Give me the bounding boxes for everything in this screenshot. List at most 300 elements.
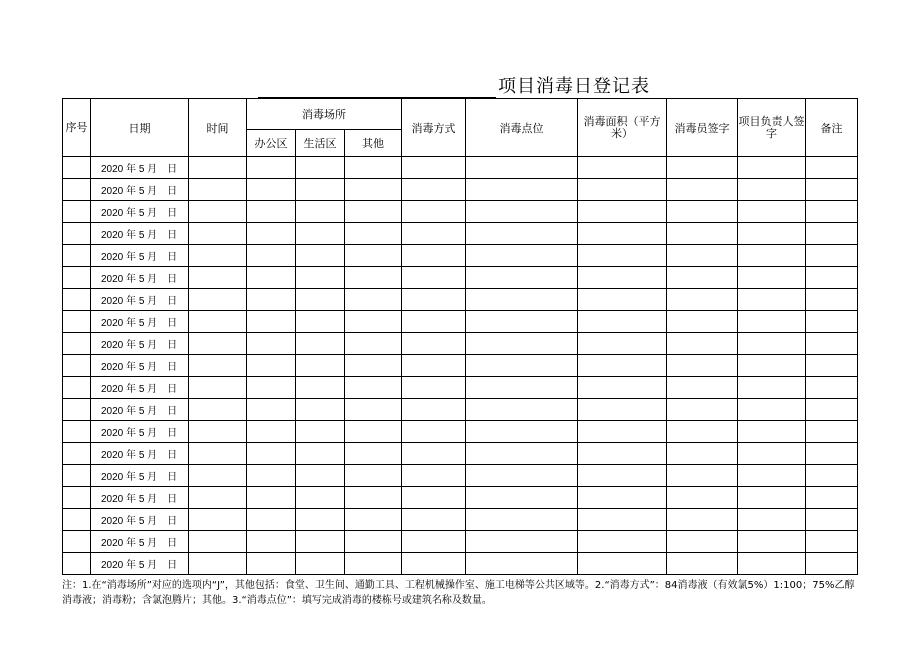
point-cell[interactable] <box>466 399 578 421</box>
method-cell[interactable] <box>402 443 466 465</box>
other-cell[interactable] <box>345 377 402 399</box>
living-cell[interactable] <box>296 443 345 465</box>
date-year: 2020 <box>101 450 124 461</box>
manager-sign-cell[interactable] <box>738 399 806 421</box>
living-cell[interactable] <box>296 421 345 443</box>
office-cell[interactable] <box>247 531 296 553</box>
disinfector-sign-cell[interactable] <box>667 553 738 575</box>
date-day-unit: 日 <box>167 560 178 571</box>
date-year: 2020 <box>101 472 124 483</box>
date-year: 2020 <box>101 406 124 417</box>
seq-cell[interactable] <box>63 157 91 179</box>
time-cell[interactable] <box>189 355 247 377</box>
manager-sign-cell[interactable] <box>738 157 806 179</box>
remark-cell[interactable] <box>806 201 858 223</box>
method-cell[interactable] <box>402 157 466 179</box>
date-day-unit: 日 <box>167 538 178 549</box>
table-row <box>63 267 858 289</box>
seq-cell[interactable] <box>63 465 91 487</box>
date-month-unit: 月 <box>147 318 158 329</box>
disinfector-sign-cell[interactable] <box>667 267 738 289</box>
area-cell[interactable] <box>578 377 667 399</box>
disinfector-sign-cell[interactable] <box>667 487 738 509</box>
office-cell[interactable] <box>247 245 296 267</box>
date-year: 2020 <box>101 208 124 219</box>
point-cell[interactable] <box>466 223 578 245</box>
area-cell[interactable] <box>578 465 667 487</box>
disinfector-sign-cell[interactable] <box>667 179 738 201</box>
area-cell[interactable] <box>578 355 667 377</box>
table-row <box>63 531 858 553</box>
area-cell[interactable] <box>578 311 667 333</box>
area-cell[interactable] <box>578 421 667 443</box>
area-cell[interactable] <box>578 267 667 289</box>
office-cell[interactable] <box>247 509 296 531</box>
date-day-unit: 日 <box>167 428 178 439</box>
time-cell[interactable] <box>189 333 247 355</box>
disinfector-sign-cell[interactable] <box>667 289 738 311</box>
living-cell[interactable] <box>296 289 345 311</box>
point-cell[interactable] <box>466 267 578 289</box>
living-cell[interactable] <box>296 311 345 333</box>
area-cell[interactable] <box>578 333 667 355</box>
remark-cell[interactable] <box>806 245 858 267</box>
seq-cell[interactable] <box>63 223 91 245</box>
living-cell[interactable] <box>296 531 345 553</box>
date-cell[interactable] <box>91 311 189 333</box>
date-month-unit: 月 <box>147 450 158 461</box>
area-cell[interactable] <box>578 157 667 179</box>
table-row <box>63 553 858 575</box>
point-cell[interactable] <box>466 377 578 399</box>
date-day-unit: 日 <box>167 450 178 461</box>
disinfector-sign-cell[interactable] <box>667 223 738 245</box>
time-cell[interactable] <box>189 377 247 399</box>
time-cell[interactable] <box>189 553 247 575</box>
point-cell[interactable] <box>466 553 578 575</box>
manager-sign-cell[interactable] <box>738 289 806 311</box>
other-cell[interactable] <box>345 465 402 487</box>
disinfector-sign-cell[interactable] <box>667 421 738 443</box>
disinfector-sign-cell[interactable] <box>667 443 738 465</box>
date-month: 5 <box>138 318 145 329</box>
point-cell[interactable] <box>466 443 578 465</box>
date-year: 2020 <box>101 318 124 329</box>
point-cell[interactable] <box>466 201 578 223</box>
seq-cell[interactable] <box>63 443 91 465</box>
method-cell[interactable] <box>402 245 466 267</box>
other-cell[interactable] <box>345 355 402 377</box>
date-month-unit: 月 <box>147 340 158 351</box>
date-month-unit: 月 <box>147 208 158 219</box>
seq-cell[interactable] <box>63 553 91 575</box>
project-name-blank[interactable] <box>258 75 496 98</box>
seq-cell[interactable] <box>63 399 91 421</box>
other-cell[interactable] <box>345 289 402 311</box>
method-cell[interactable] <box>402 465 466 487</box>
method-cell[interactable] <box>402 553 466 575</box>
office-cell[interactable] <box>247 487 296 509</box>
other-cell[interactable] <box>345 443 402 465</box>
remark-cell[interactable] <box>806 179 858 201</box>
other-cell[interactable] <box>345 487 402 509</box>
method-cell[interactable] <box>402 201 466 223</box>
table-row <box>63 509 858 531</box>
other-cell[interactable] <box>345 223 402 245</box>
remark-cell[interactable] <box>806 531 858 553</box>
manager-sign-cell[interactable] <box>738 421 806 443</box>
other-cell[interactable] <box>345 201 402 223</box>
remark-cell[interactable] <box>806 289 858 311</box>
time-cell[interactable] <box>189 399 247 421</box>
manager-sign-cell[interactable] <box>738 553 806 575</box>
manager-sign-cell[interactable] <box>738 531 806 553</box>
point-cell[interactable] <box>466 179 578 201</box>
remark-cell[interactable] <box>806 421 858 443</box>
seq-cell[interactable] <box>63 421 91 443</box>
remark-cell[interactable] <box>806 487 858 509</box>
living-cell[interactable] <box>296 201 345 223</box>
time-cell[interactable] <box>189 487 247 509</box>
area-cell[interactable] <box>578 223 667 245</box>
date-cell[interactable] <box>91 553 189 575</box>
manager-sign-cell[interactable] <box>738 333 806 355</box>
manager-sign-cell[interactable] <box>738 509 806 531</box>
area-cell[interactable] <box>578 509 667 531</box>
seq-cell[interactable] <box>63 531 91 553</box>
date-cell[interactable] <box>91 531 189 553</box>
other-cell[interactable] <box>345 267 402 289</box>
office-cell[interactable] <box>247 201 296 223</box>
other-cell[interactable] <box>345 399 402 421</box>
point-cell[interactable] <box>466 157 578 179</box>
remark-cell[interactable] <box>806 267 858 289</box>
remark-cell[interactable] <box>806 355 858 377</box>
disinfector-sign-cell[interactable] <box>667 531 738 553</box>
point-cell[interactable] <box>466 355 578 377</box>
date-year-unit: 年 <box>126 318 137 329</box>
date-year: 2020 <box>101 252 124 263</box>
method-cell[interactable] <box>402 333 466 355</box>
remark-cell[interactable] <box>806 311 858 333</box>
table-row <box>63 179 858 201</box>
date-month: 5 <box>138 274 145 285</box>
time-cell[interactable] <box>189 509 247 531</box>
date-month: 5 <box>138 406 145 417</box>
seq-cell[interactable] <box>63 245 91 267</box>
time-cell[interactable] <box>189 289 247 311</box>
table-row <box>63 377 858 399</box>
manager-sign-cell[interactable] <box>738 465 806 487</box>
point-cell[interactable] <box>466 465 578 487</box>
date-cell[interactable] <box>91 487 189 509</box>
date-month: 5 <box>138 362 145 373</box>
date-month: 5 <box>138 186 145 197</box>
area-cell[interactable] <box>578 443 667 465</box>
time-cell[interactable] <box>189 311 247 333</box>
manager-sign-cell[interactable] <box>738 487 806 509</box>
date-year: 2020 <box>101 384 124 395</box>
seq-cell[interactable] <box>63 487 91 509</box>
other-cell[interactable] <box>345 179 402 201</box>
living-cell[interactable] <box>296 333 345 355</box>
date-year: 2020 <box>101 274 124 285</box>
living-cell[interactable] <box>296 465 345 487</box>
method-cell[interactable] <box>402 509 466 531</box>
remark-cell[interactable] <box>806 223 858 245</box>
living-cell[interactable] <box>296 179 345 201</box>
area-cell[interactable] <box>578 487 667 509</box>
office-cell[interactable] <box>247 267 296 289</box>
date-month: 5 <box>138 164 145 175</box>
disinfector-sign-cell[interactable] <box>667 465 738 487</box>
header-method: 消毒方式 <box>402 99 466 157</box>
table-row <box>63 443 858 465</box>
date-month-unit: 月 <box>147 230 158 241</box>
point-cell[interactable] <box>466 421 578 443</box>
manager-sign-cell[interactable] <box>738 311 806 333</box>
header-other: 其他 <box>345 130 402 157</box>
living-cell[interactable] <box>296 377 345 399</box>
disinfector-sign-cell[interactable] <box>667 157 738 179</box>
time-cell[interactable] <box>189 245 247 267</box>
date-year-unit: 年 <box>126 538 137 549</box>
office-cell[interactable] <box>247 443 296 465</box>
date-cell[interactable] <box>91 157 189 179</box>
manager-sign-cell[interactable] <box>738 201 806 223</box>
disinfector-sign-cell[interactable] <box>667 311 738 333</box>
point-cell[interactable] <box>466 509 578 531</box>
seq-cell[interactable] <box>63 179 91 201</box>
method-cell[interactable] <box>402 223 466 245</box>
office-cell[interactable] <box>247 465 296 487</box>
seq-cell[interactable] <box>63 289 91 311</box>
remark-cell[interactable] <box>806 509 858 531</box>
header-manager-sign: 项目负责人签字 <box>738 99 806 157</box>
date-month: 5 <box>138 296 145 307</box>
point-cell[interactable] <box>466 245 578 267</box>
living-cell[interactable] <box>296 399 345 421</box>
date-year-unit: 年 <box>126 296 137 307</box>
area-cell[interactable] <box>578 531 667 553</box>
seq-cell[interactable] <box>63 201 91 223</box>
seq-cell[interactable] <box>63 311 91 333</box>
seq-cell[interactable] <box>63 355 91 377</box>
other-cell[interactable] <box>345 553 402 575</box>
date-year-unit: 年 <box>126 186 137 197</box>
date-year-unit: 年 <box>126 230 137 241</box>
manager-sign-cell[interactable] <box>738 355 806 377</box>
date-day-unit: 日 <box>167 384 178 395</box>
other-cell[interactable] <box>345 509 402 531</box>
other-cell[interactable] <box>345 333 402 355</box>
seq-cell[interactable] <box>63 267 91 289</box>
office-cell[interactable] <box>247 333 296 355</box>
office-cell[interactable] <box>247 421 296 443</box>
header-living: 生活区 <box>296 130 345 157</box>
date-month-unit: 月 <box>147 384 158 395</box>
method-cell[interactable] <box>402 421 466 443</box>
date-month-unit: 月 <box>147 472 158 483</box>
area-cell[interactable] <box>578 553 667 575</box>
office-cell[interactable] <box>247 289 296 311</box>
time-cell[interactable] <box>189 531 247 553</box>
time-cell[interactable] <box>189 179 247 201</box>
office-cell[interactable] <box>247 553 296 575</box>
date-cell[interactable] <box>91 333 189 355</box>
date-month-unit: 月 <box>147 494 158 505</box>
date-year: 2020 <box>101 164 124 175</box>
area-cell[interactable] <box>578 289 667 311</box>
disinfector-sign-cell[interactable] <box>667 509 738 531</box>
time-cell[interactable] <box>189 443 247 465</box>
office-cell[interactable] <box>247 179 296 201</box>
manager-sign-cell[interactable] <box>738 267 806 289</box>
time-cell[interactable] <box>189 157 247 179</box>
date-year-unit: 年 <box>126 560 137 571</box>
office-cell[interactable] <box>247 377 296 399</box>
time-cell[interactable] <box>189 465 247 487</box>
living-cell[interactable] <box>296 267 345 289</box>
living-cell[interactable] <box>296 509 345 531</box>
manager-sign-cell[interactable] <box>738 443 806 465</box>
method-cell[interactable] <box>402 531 466 553</box>
date-cell[interactable] <box>91 201 189 223</box>
page-title: 项目消毒日登记表 <box>498 76 650 97</box>
date-cell[interactable] <box>91 421 189 443</box>
header-point: 消毒点位 <box>466 99 578 157</box>
method-cell[interactable] <box>402 267 466 289</box>
manager-sign-cell[interactable] <box>738 377 806 399</box>
other-cell[interactable] <box>345 531 402 553</box>
date-cell[interactable] <box>91 377 189 399</box>
time-cell[interactable] <box>189 201 247 223</box>
method-cell[interactable] <box>402 179 466 201</box>
date-day-unit: 日 <box>167 406 178 417</box>
manager-sign-cell[interactable] <box>738 245 806 267</box>
living-cell[interactable] <box>296 355 345 377</box>
date-cell[interactable] <box>91 355 189 377</box>
disinfector-sign-cell[interactable] <box>667 399 738 421</box>
method-cell[interactable] <box>402 311 466 333</box>
date-day-unit: 日 <box>167 318 178 329</box>
date-cell[interactable] <box>91 443 189 465</box>
remark-cell[interactable] <box>806 333 858 355</box>
manager-sign-cell[interactable] <box>738 179 806 201</box>
area-cell[interactable] <box>578 399 667 421</box>
office-cell[interactable] <box>247 223 296 245</box>
living-cell[interactable] <box>296 245 345 267</box>
method-cell[interactable] <box>402 377 466 399</box>
disinfector-sign-cell[interactable] <box>667 377 738 399</box>
date-cell[interactable] <box>91 399 189 421</box>
office-cell[interactable] <box>247 311 296 333</box>
header-seq: 序号 <box>63 99 91 157</box>
disinfector-sign-cell[interactable] <box>667 245 738 267</box>
date-year: 2020 <box>101 340 124 351</box>
date-day-unit: 日 <box>167 186 178 197</box>
date-day-unit: 日 <box>167 516 178 527</box>
living-cell[interactable] <box>296 223 345 245</box>
date-cell[interactable] <box>91 465 189 487</box>
point-cell[interactable] <box>466 487 578 509</box>
method-cell[interactable] <box>402 487 466 509</box>
other-cell[interactable] <box>345 421 402 443</box>
point-cell[interactable] <box>466 311 578 333</box>
date-year: 2020 <box>101 428 124 439</box>
other-cell[interactable] <box>345 157 402 179</box>
office-cell[interactable] <box>247 157 296 179</box>
table-row <box>63 487 858 509</box>
date-month-unit: 月 <box>147 164 158 175</box>
method-cell[interactable] <box>402 289 466 311</box>
date-year: 2020 <box>101 516 124 527</box>
time-cell[interactable] <box>189 223 247 245</box>
office-cell[interactable] <box>247 355 296 377</box>
table-row <box>63 201 858 223</box>
date-cell[interactable] <box>91 245 189 267</box>
seq-cell[interactable] <box>63 509 91 531</box>
disinfector-sign-cell[interactable] <box>667 355 738 377</box>
point-cell[interactable] <box>466 531 578 553</box>
remark-cell[interactable] <box>806 443 858 465</box>
method-cell[interactable] <box>402 355 466 377</box>
header-remark: 备注 <box>806 99 858 157</box>
seq-cell[interactable] <box>63 333 91 355</box>
time-cell[interactable] <box>189 421 247 443</box>
seq-cell[interactable] <box>63 377 91 399</box>
date-year-unit: 年 <box>126 472 137 483</box>
other-cell[interactable] <box>345 311 402 333</box>
living-cell[interactable] <box>296 157 345 179</box>
area-cell[interactable] <box>578 245 667 267</box>
date-month-unit: 月 <box>147 406 158 417</box>
other-cell[interactable] <box>345 245 402 267</box>
date-cell[interactable] <box>91 267 189 289</box>
date-cell[interactable] <box>91 289 189 311</box>
point-cell[interactable] <box>466 333 578 355</box>
manager-sign-cell[interactable] <box>738 223 806 245</box>
living-cell[interactable] <box>296 553 345 575</box>
method-cell[interactable] <box>402 399 466 421</box>
disinfector-sign-cell[interactable] <box>667 201 738 223</box>
date-month: 5 <box>138 340 145 351</box>
remark-cell[interactable] <box>806 157 858 179</box>
disinfector-sign-cell[interactable] <box>667 333 738 355</box>
remark-cell[interactable] <box>806 377 858 399</box>
remark-cell[interactable] <box>806 399 858 421</box>
header-disinfector-sign: 消毒员签字 <box>667 99 738 157</box>
date-cell[interactable] <box>91 179 189 201</box>
date-month-unit: 月 <box>147 560 158 571</box>
time-cell[interactable] <box>189 267 247 289</box>
point-cell[interactable] <box>466 289 578 311</box>
date-cell[interactable] <box>91 223 189 245</box>
date-year-unit: 年 <box>126 362 137 373</box>
date-year: 2020 <box>101 494 124 505</box>
remark-cell[interactable] <box>806 553 858 575</box>
table-row <box>63 157 858 179</box>
date-month-unit: 月 <box>147 538 158 549</box>
remark-cell[interactable] <box>806 465 858 487</box>
header-date: 日期 <box>91 99 189 157</box>
office-cell[interactable] <box>247 399 296 421</box>
date-year: 2020 <box>101 186 124 197</box>
date-cell[interactable] <box>91 509 189 531</box>
living-cell[interactable] <box>296 487 345 509</box>
area-cell[interactable] <box>578 179 667 201</box>
area-cell[interactable] <box>578 201 667 223</box>
